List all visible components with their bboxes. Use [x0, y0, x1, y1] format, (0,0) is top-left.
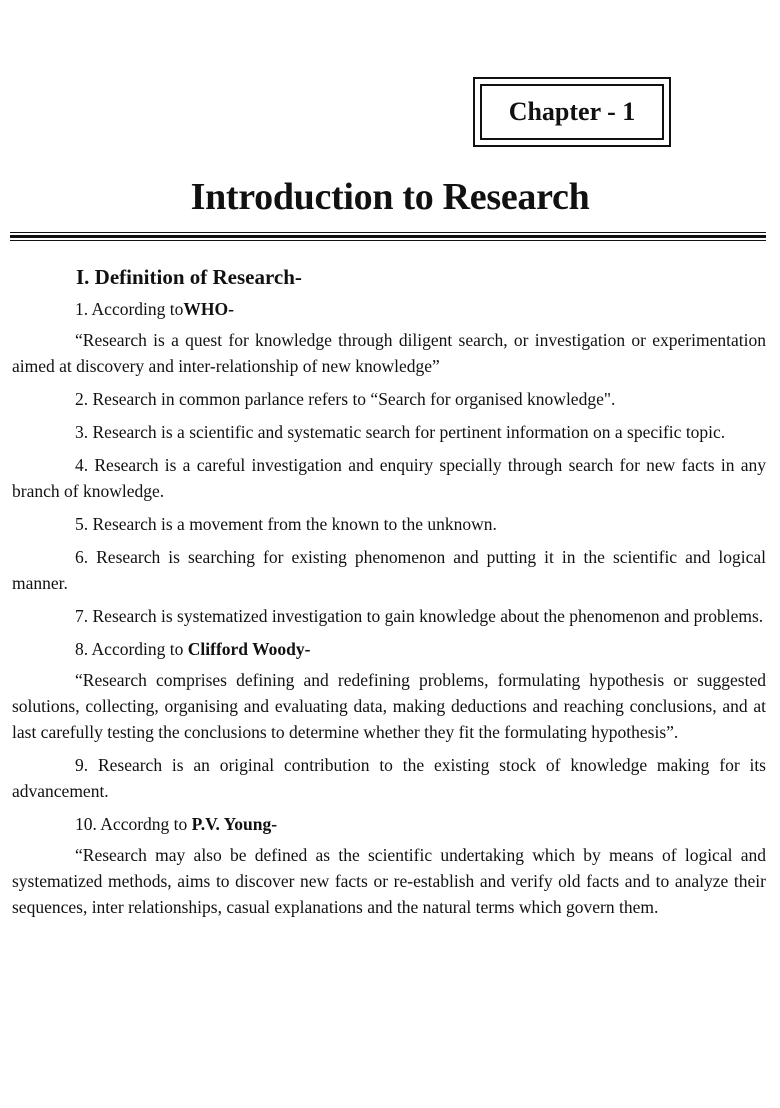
- definition-item-10: [12, 811, 766, 837]
- item-1-source: WHO-: [183, 299, 234, 319]
- chapter-label: Chapter - 1: [480, 84, 664, 140]
- page-title: Introduction to Research: [190, 176, 590, 218]
- definition-item-9: 9. Research is an original contribution to the existing stock of knowledge making for its advancement.: [12, 755, 766, 801]
- item-10-prefix: 10. Accordng to: [75, 814, 192, 834]
- chapter-label-box: [473, 77, 671, 147]
- definition-item-1: [12, 296, 766, 322]
- definition-item-8: [12, 636, 766, 662]
- definition-item-6: 6. Research is searching for existing phenomenon and putting it in the scientific and logical manner.: [12, 547, 766, 593]
- definition-item-2: 2. Research in common parlance refers to “Search for organised knowledge".: [75, 389, 616, 409]
- item-8-source: Clifford Woody-: [187, 639, 311, 659]
- definition-quote-10: “Research may also be defined as the scientific undertaking which by means of logical and systematized methods, aims to discover new facts or re-establish and verify old facts and to analyze their sequences, inter relationships, casual explanations and the natural terms which govern them.: [12, 845, 766, 917]
- definition-item-7: 7. Research is systematized investigation to gain knowledge about the phenomenon and problems.: [75, 606, 764, 626]
- definition-quote-8: “Research comprises defining and redefining problems, formulating hypothesis or suggested solutions, collecting, organising and evaluating data, making deductions and reaching conclusions, and at last carefully testing the conclusions to determine whether they fit the formulating hypothesis”.: [12, 670, 766, 742]
- definition-item-5: 5. Research is a movement from the known to the unknown.: [75, 514, 497, 534]
- item-10-source: P.V. Young-: [191, 814, 278, 834]
- item-1-prefix: 1. According to: [75, 299, 184, 319]
- definition-quote-1: “Research is a quest for knowledge through diligent search, or investigation or experimentation aimed at discovery and inter-relationship of new knowledge”: [12, 330, 766, 376]
- definition-item-3: 3. Research is a scientific and systematic search for pertinent information on a specific topic.: [75, 422, 726, 442]
- definition-item-4: 4. Research is a careful investigation and enquiry specially through search for new facts in any branch of knowledge.: [12, 455, 766, 501]
- title-divider: [10, 232, 766, 242]
- document-body: [12, 262, 766, 927]
- section-heading: I. Definition of Research-: [76, 265, 302, 289]
- item-8-prefix: 8. According to: [75, 639, 188, 659]
